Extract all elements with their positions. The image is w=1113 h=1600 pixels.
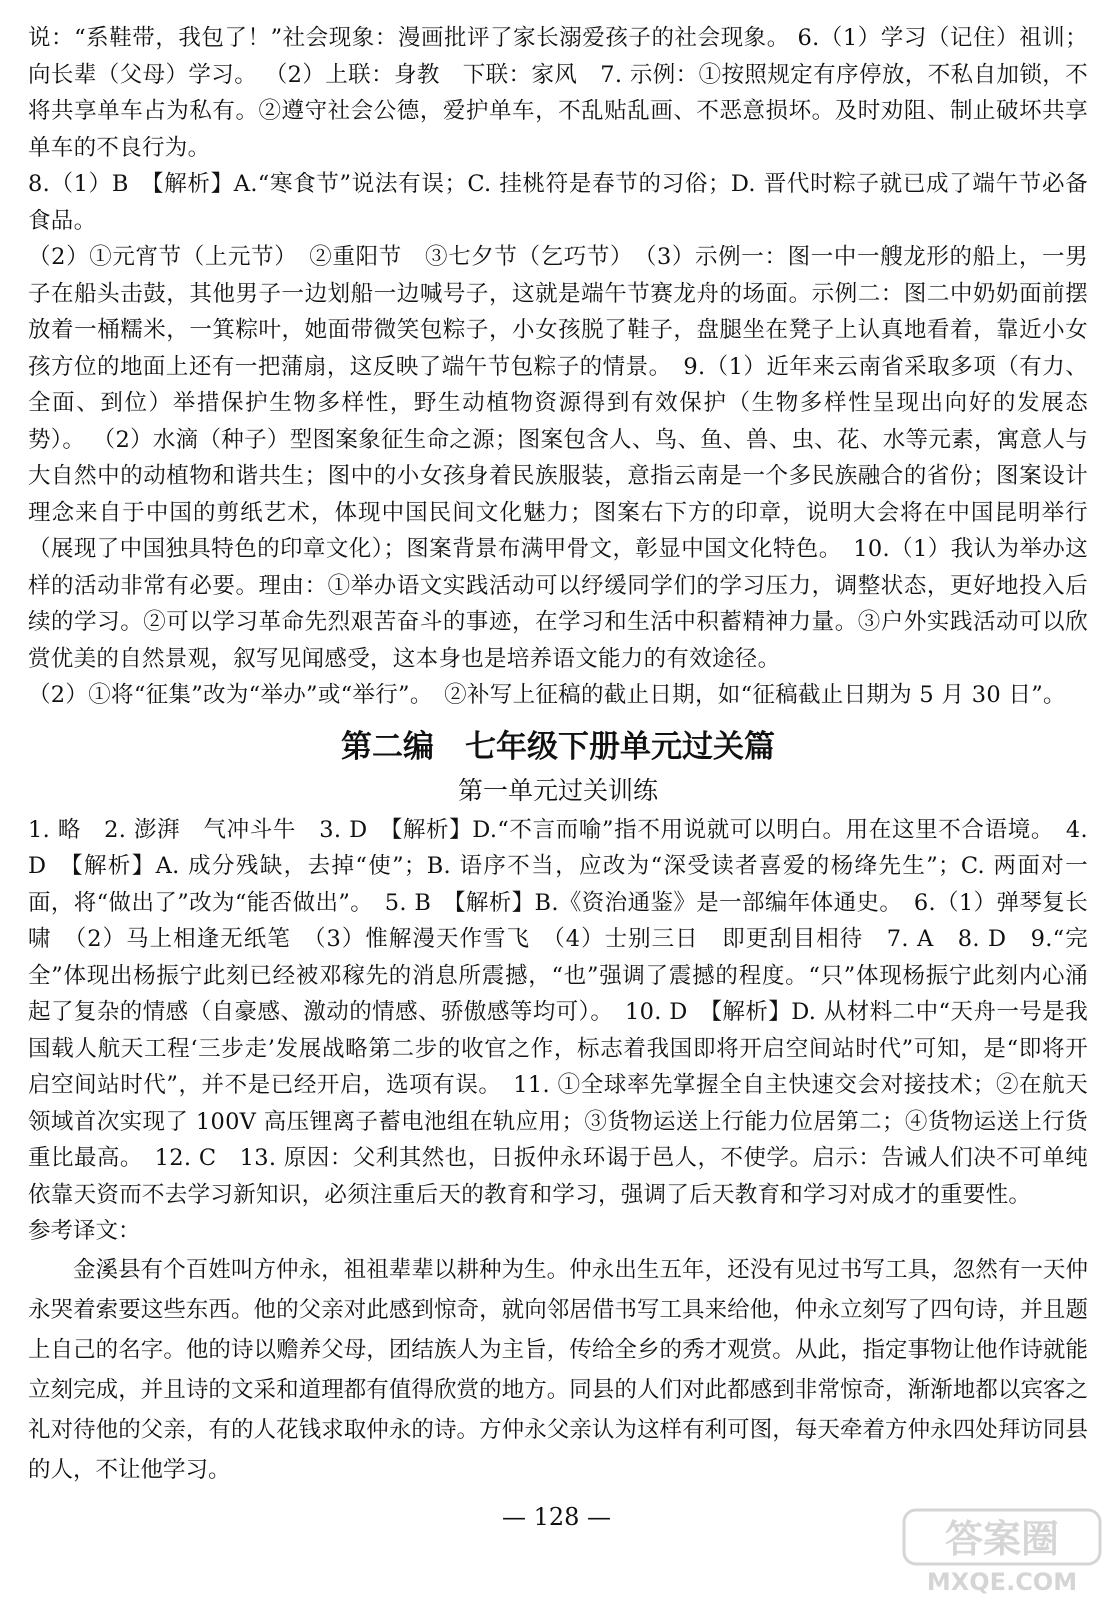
watermark-bottom-text: MXQE.COM: [926, 1568, 1078, 1596]
part-title: 第二编 七年级下册单元过关篇: [341, 728, 775, 765]
reference-translation: 金溪县有个百姓叫方仲永，祖祖辈辈以耕种为生。仲永出生五年，还没有见过书写工具，忽然有一天仲永哭着索要这些东西。他的父亲对此感到惊奇，就向邻居借书写工具来给他，仲永立刻写了四句诗，并且题上自己的名字。他的诗以赡养父母，团结族人为主旨，传给全乡的秀才观赏。从此，指定事物让他作诗就能立刻完成，并且诗的文采和道理都有值得欣赏的地方。同县的人们对此都感到非常惊奇，渐渐地都以宾客之礼对待他的父亲，有的人花钱求取仲永的诗。方仲永父亲认为这样有利可图，每天牵着方仲永四处拜访同县的人，不让他学习。: [28, 1256, 1088, 1483]
site-watermark-logo: [900, 1504, 1105, 1596]
page-content: [28, 20, 1096, 1490]
page-number: — 128 —: [501, 1503, 612, 1531]
unit-title: 第一单元过关训练: [457, 775, 658, 805]
reference-translation-label: 参考译文：: [28, 1218, 141, 1244]
watermark-top-text: 答案圈: [944, 1517, 1060, 1561]
answers-part1: 说：“系鞋带，我包了！”社会现象：漫画批评了家长溺爱孩子的社会现象。 6.（1）学习（记住）祖训；向长辈（父母）学习。 （2）上联：身教 下联：家风 7. 示例：①按照规定有序停放，不私自加锁，不将共享单车占为私有。②遵守社会公德，爱护单车，不乱贴乱画、不恶意损坏。及时劝阻、制止破坏共享单车的不良行为。 8.（1）B 【解析】A.“寒食节”说法有误；C. 挂桃符是春节的习俗；D. 晋代时粽子就已成了端午节必备食品。 （2）①元宵节（上元节） ②重阳节 ③七夕节（乞巧节） （3）示例一：图一中一艘龙形的船上，一男子在船头击鼓，其他男子一边划船一边喊号子，这就是端午节赛龙舟的场面。示例二：图二中奶奶面前摆放着一桶糯米，一箕粽叶，她面带微笑包粽子，小女孩脱了鞋子，盘腿坐在凳子上认真地看着，靠近小女孩方位的地面上还有一把蒲扇，这反映了端午节包粽子的情景。 9.（1）近年来云南省采取多项（有力、全面、到位）举措保护生物多样性，野生动植物资源得到有效保护（生物多样性呈现出向好的发展态势）。 （2）水滴（种子）型图案象征生命之源；图案包含人、鸟、鱼、兽、虫、花、水等元素，寓意人与大自然中的动植物和谐共生；图中的小女孩身着民族服装，意指云南是一个多民族融合的省份；图案设计理念来自于中国的剪纸艺术，体现中国民间文化魅力；图案右下方的印章，说明大会将在中国昆明举行（展现了中国独具特色的印章文化）；图案背景布满甲骨文，彰显中国文化特色。 10.（1）我认为举办这样的活动非常有必要。理由：①举办语文实践活动可以纾缓同学们的学习压力，调整状态，更好地投入后续的学习。②可以学习革命先烈艰苦奋斗的事迹，在学习和生活中积蓄精神力量。③户外实践活动可以欣赏优美的自然景观，叙写见闻感受，这本身也是培养语文能力的有效途径。 （2）①将“征集”改为“举办”或“举行”。 ②补写上征稿的截止日期，如“征稿截止日期为 5 月 30 日”。: [28, 25, 1088, 708]
answers-unit1: 1. 略 2. 澎湃 气冲斗牛 3. D 【解析】D.“不言而喻”指不用说就可以明白。用在这里不合语境。 4. D 【解析】A. 成分残缺，去掉“使”；B. 语序不当，应改为“深受读者喜爱的杨绛先生”；C. 两面对一面，将“做出了”改为“能否做出”。 5. B 【解析】B.《资治通鉴》是一部编年体通史。 6.（1）弹琴复长啸 （2）马上相逢无纸笔 （3）惟解漫天作雪飞 （4）士别三日 即更刮目相待 7. A 8. D 9.“完全”体现出杨振宁此刻已经被邓稼先的消息所震撼，“也”强调了震撼的程度。“只”体现杨振宁此刻内心涌起了复杂的情感（自豪感、激动的情感、骄傲感等均可）。 10. D 【解析】D. 从材料二中“天舟一号是我国载人航天工程‘三步走’发展战略第二步的收官之作，标志着我国即将开启空间站时代”可知，是“即将开启空间站时代”，并不是已经开启，选项有误。 11. ①全球率先掌握全自主快速交会对接技术；②在航天领域首次实现了 100V 高压锂离子蓄电池组在轨应用；③货物运送上行能力位居第二；④货物运送上行货重比最高。 12. C 13. 原因：父利其然也，日扳仲永环谒于邑人，不使学。启示：告诫人们决不可单纯依靠天资而不去学习新知识，必须注重后天的教育和学习，强调了后天教育和学习对成才的重要性。: [28, 816, 1096, 1208]
watermark-svg: [900, 1504, 1105, 1596]
